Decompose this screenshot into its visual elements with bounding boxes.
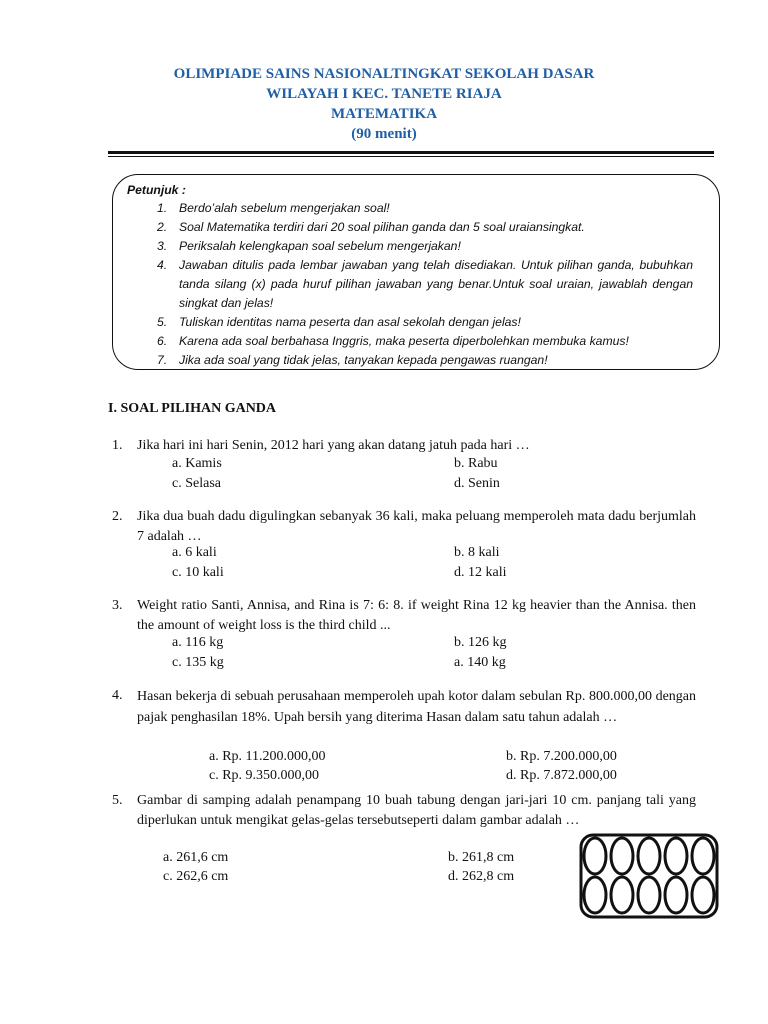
instruction-text: Jawaban ditulis pada lembar jawaban yang telah disediakan. Untuk pilihan ganda, bubuhkan tanda silang (x) pada huruf pilihan jawaban yang benar.Untuk soal uraian, jawablah dengan singkat dan jelas!	[179, 258, 693, 310]
tube	[665, 877, 687, 913]
header-title: OLIMPIADE SAINS NASIONALTINGKAT SEKOLAH DASAR	[173, 66, 595, 82]
question-number: 1.	[112, 438, 123, 453]
instruction-text: Berdo’alah sebelum mengerjakan soal!	[179, 201, 390, 215]
question-text: Gambar di samping adalah penampang 10 buah tabung dengan jari-jari 10 cm. panjang tali yang diperlukan untuk mengikat gelas-gelas tersebutseperti dalam gambar adalah …	[137, 793, 696, 828]
option-b: b. 261,8 cm	[448, 850, 515, 865]
instruction-text: Tuliskan identitas nama peserta dan asal sekolah dengan jelas!	[179, 315, 521, 329]
tubes-figure	[578, 832, 720, 925]
header-subject: MATEMATIKA	[330, 106, 438, 122]
instruction-item	[113, 218, 693, 237]
question-number: 5.	[112, 793, 123, 808]
option-b: b. Rp. 7.200.000,00	[506, 749, 617, 764]
option-b: b. 126 kg	[454, 635, 507, 650]
document-header	[0, 64, 768, 144]
option-c: c. 262,6 cm	[163, 869, 229, 884]
tubes-illustration	[578, 832, 720, 920]
option-d: d. 262,8 cm	[448, 869, 515, 884]
tube	[665, 838, 687, 874]
question-number: 2.	[112, 509, 123, 524]
instruction-number: 7.	[157, 353, 168, 367]
tube	[611, 877, 633, 913]
question-text: Weight ratio Santi, Annisa, and Rina is 7: 6: 8. if weight Rina 12 kg heavier than the Annisa. then the amount of weight loss is the third child ...	[137, 598, 696, 633]
tube	[611, 838, 633, 874]
tube	[692, 877, 714, 913]
question-5	[112, 791, 696, 831]
instruction-number: 2.	[157, 220, 168, 234]
option-b: b. Rabu	[454, 456, 498, 471]
instruction-number: 5.	[157, 315, 168, 329]
instruction-text: Jika ada soal yang tidak jelas, tanyakan kepada pengawas ruangan!	[179, 353, 548, 367]
tube	[638, 838, 660, 874]
option-b: b. 8 kali	[454, 545, 500, 560]
instruction-item	[113, 199, 693, 218]
header-rule-thick	[108, 151, 714, 154]
instructions-box	[112, 174, 720, 370]
section-title: I. SOAL PILIHAN GANDA	[108, 401, 277, 416]
instruction-item	[113, 256, 693, 313]
question-number: 3.	[112, 598, 123, 613]
question-text: Jika hari ini hari Senin, 2012 hari yang akan datang jatuh pada hari …	[137, 438, 530, 453]
header-rule-thin	[108, 156, 714, 157]
instruction-text: Periksalah kelengkapan soal sebelum mengerjakan!	[179, 239, 461, 253]
option-d: a. 140 kg	[454, 655, 506, 670]
option-d: d. Senin	[454, 476, 500, 491]
instruction-item	[113, 237, 693, 256]
option-d: d. 12 kali	[454, 565, 507, 580]
instruction-text: Soal Matematika terdiri dari 20 soal pilihan ganda dan 5 soal uraiansingkat.	[179, 220, 585, 234]
option-c: c. Selasa	[172, 476, 221, 491]
option-a: a. 116 kg	[172, 635, 224, 650]
tube	[584, 838, 606, 874]
question-number: 4.	[112, 688, 123, 703]
instruction-number: 1.	[157, 201, 168, 215]
tube	[638, 877, 660, 913]
instruction-text: Karena ada soal berbahasa Inggris, maka peserta diperbolehkan membuka kamus!	[179, 334, 629, 348]
instruction-item	[113, 313, 693, 332]
question-text: Jika dua buah dadu digulingkan sebanyak 36 kali, maka peluang memperoleh mata dadu berjumlah 7 adalah …	[137, 509, 696, 544]
instructions-title: Petunjuk :	[127, 183, 186, 197]
option-c: c. Rp. 9.350.000,00	[209, 768, 320, 783]
question-2	[112, 507, 696, 547]
option-a: a. 261,6 cm	[163, 850, 229, 865]
option-a: a. 6 kali	[172, 545, 217, 560]
question-3	[112, 596, 696, 636]
option-c: c. 10 kali	[172, 565, 224, 580]
question-text: Hasan bekerja di sebuah perusahaan memperoleh upah kotor dalam sebulan Rp. 800.000,00 dengan pajak penghasilan 18%. Upah bersih yang diterima Hasan dalam satu tahun adalah …	[137, 689, 696, 725]
tube	[692, 838, 714, 874]
question-1	[112, 436, 696, 456]
header-duration: (90 menit)	[351, 126, 417, 142]
option-a: a. Kamis	[172, 456, 222, 471]
instruction-number: 3.	[157, 239, 168, 253]
instruction-number: 4.	[157, 258, 168, 272]
tube	[584, 877, 606, 913]
option-d: d. Rp. 7.872.000,00	[506, 768, 617, 783]
instruction-item	[113, 332, 693, 351]
question-4	[112, 686, 696, 728]
instructions-list	[113, 199, 693, 370]
option-a: a. Rp. 11.200.000,00	[209, 749, 326, 764]
instruction-number: 6.	[157, 334, 168, 348]
instruction-item	[113, 351, 693, 370]
header-region: WILAYAH I KEC. TANETE RIAJA	[266, 86, 502, 102]
option-c: c. 135 kg	[172, 655, 224, 670]
